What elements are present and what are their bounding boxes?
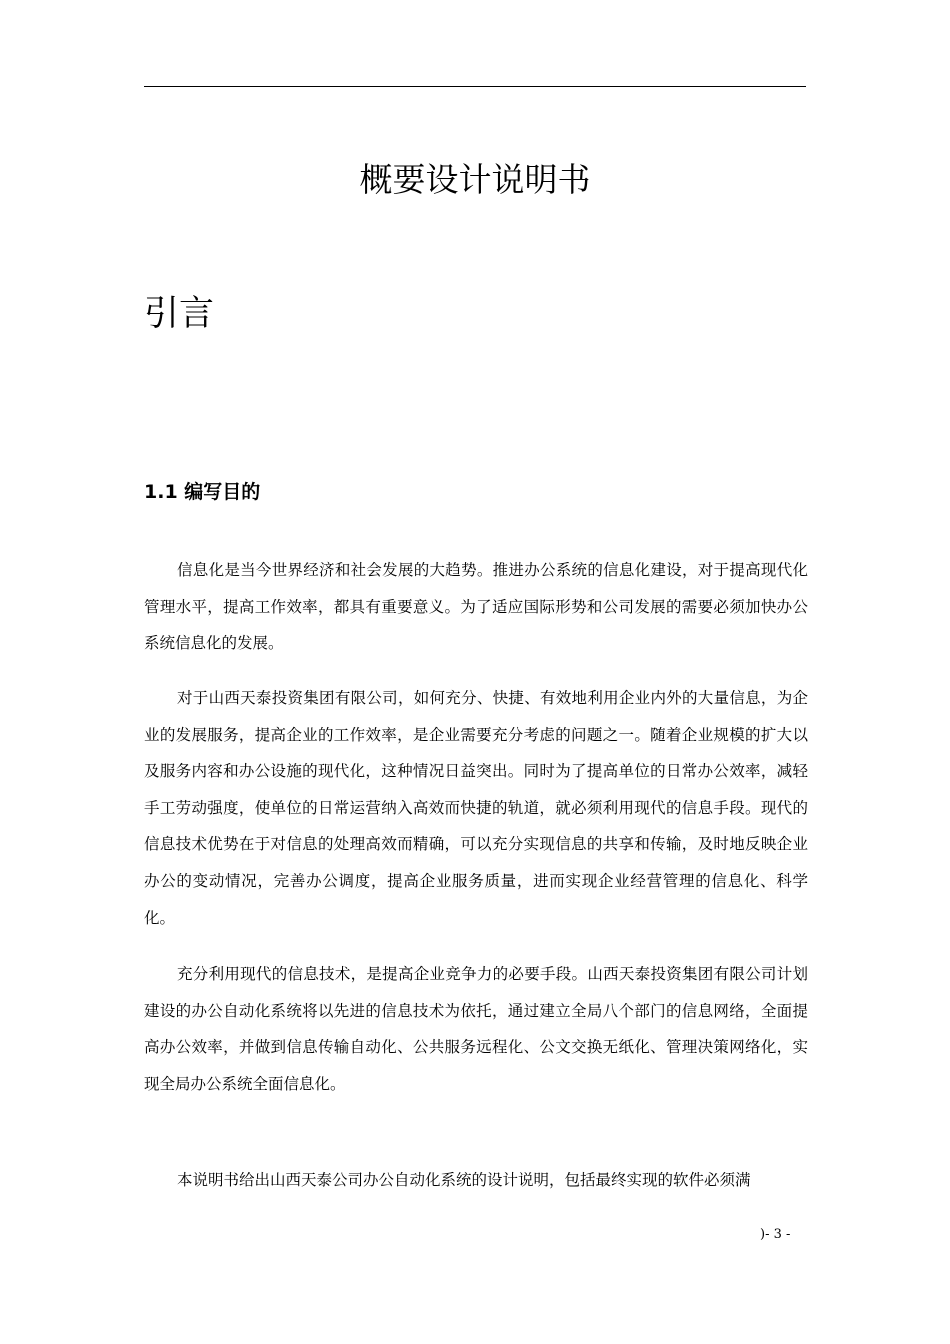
header-rule bbox=[144, 86, 806, 87]
chapter-heading: 引言 bbox=[144, 294, 215, 334]
body-paragraph: 对于山西天泰投资集团有限公司，如何充分、快捷、有效地利用企业内外的大量信息，为企业的发展服务，提高企业的工作效率，是企业需要充分考虑的问题之一。随着企业规模的扩大以及服务内容和办公设施的现代化，这种情况日益突出。同时为了提高单位的日常办公效率，减轻手工劳动强度，使单位的日常运营纳入高效而快捷的轨道，就必须利用现代的信息手段。现代的信息技术优势在于对信息的处理高效而精确，可以充分实现信息的共享和传输，及时地反映企业办公的变动情况，完善办公调度，提高企业服务质量，进而实现企业经营管理的信息化、科学化。 bbox=[144, 689, 808, 927]
body-paragraph: 充分利用现代的信息技术，是提高企业竞争力的必要手段。山西天泰投资集团有限公司计划建设的办公自动化系统将以先进的信息技术为依托，通过建立全局八个部门的信息网络，全面提高办公效率，并做到信息传输自动化、公共服务远程化、公文交换无纸化、管理决策网络化，实现全局办公系统全面信息化。 bbox=[144, 965, 808, 1093]
body-paragraph: 信息化是当今世界经济和社会发展的大趋势。推进办公系统的信息化建设，对于提高现代化管理水平，提高工作效率，都具有重要意义。为了适应国际形势和公司发展的需要必须加快办公系统信息化的发展。 bbox=[144, 561, 808, 653]
page-number: )- 3 - bbox=[760, 1227, 791, 1242]
document-title: 概要设计说明书 bbox=[359, 160, 591, 199]
body-paragraph: 本说明书给出山西天泰公司办公自动化系统的设计说明，包括最终实现的软件必须满 bbox=[177, 1171, 751, 1189]
section-heading: 1.1 编写目的 bbox=[144, 481, 261, 503]
